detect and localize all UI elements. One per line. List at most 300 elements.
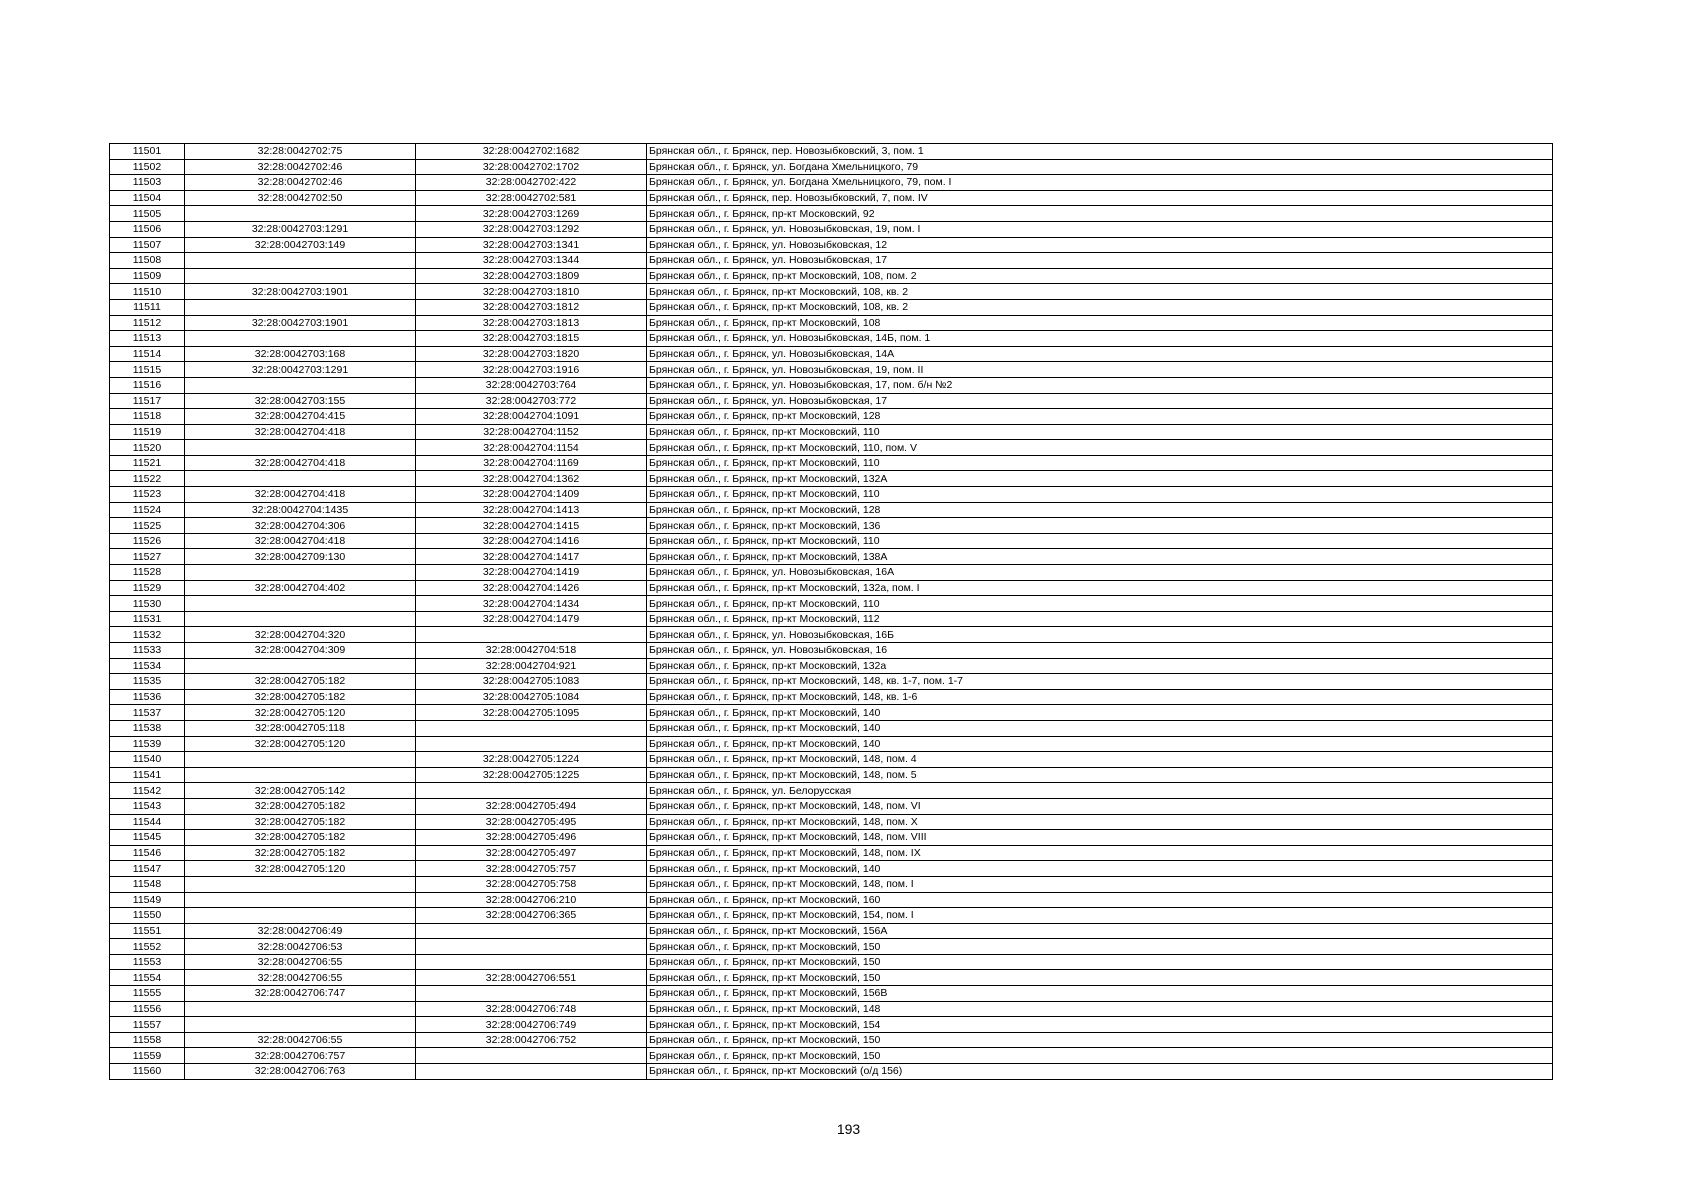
cadastral-number-cell: 32:28:0042705:1225: [416, 767, 647, 783]
cadastral-number-cell: [416, 783, 647, 799]
table-row: [110, 954, 1553, 970]
cadastral-number-cell: 32:28:0042706:749: [416, 1017, 647, 1033]
address-cell: Брянская обл., г. Брянск, пр-кт Московский, 138А: [647, 549, 1553, 565]
row-number-cell: 11519: [110, 424, 185, 440]
cadastral-number-cell: 32:28:0042703:1820: [416, 346, 647, 362]
address-cell: Брянская обл., г. Брянск, пр-кт Московский, 154: [647, 1017, 1553, 1033]
table-row: [110, 299, 1553, 315]
row-number-cell: 11552: [110, 939, 185, 955]
cadastral-number-cell: [416, 923, 647, 939]
address-cell: Брянская обл., г. Брянск, пр-кт Московский, 140: [647, 720, 1553, 736]
row-number-cell: 11528: [110, 565, 185, 581]
cadastral-parent-cell: [185, 253, 416, 269]
cadastral-parent-cell: 32:28:0042702:46: [185, 159, 416, 175]
cadastral-parent-cell: 32:28:0042706:53: [185, 939, 416, 955]
table-row: [110, 705, 1553, 721]
table-row: [110, 876, 1553, 892]
row-number-cell: 11543: [110, 798, 185, 814]
cadastral-number-cell: 32:28:0042705:497: [416, 845, 647, 861]
address-cell: Брянская обл., г. Брянск, ул. Новозыбковская, 17, пом. б/н №2: [647, 377, 1553, 393]
cadastral-number-cell: [416, 720, 647, 736]
row-number-cell: 11521: [110, 455, 185, 471]
cadastral-number-cell: 32:28:0042702:1682: [416, 144, 647, 160]
row-number-cell: 11502: [110, 159, 185, 175]
cadastral-number-cell: 32:28:0042703:1916: [416, 362, 647, 378]
cadastral-parent-cell: 32:28:0042705:182: [185, 689, 416, 705]
address-cell: Брянская обл., г. Брянск, пр-кт Московский, 148, кв. 1-6: [647, 689, 1553, 705]
table-row: [110, 533, 1553, 549]
cadastral-number-cell: 32:28:0042703:1810: [416, 284, 647, 300]
table-row: [110, 362, 1553, 378]
cadastral-parent-cell: 32:28:0042706:55: [185, 954, 416, 970]
row-number-cell: 11529: [110, 580, 185, 596]
cadastral-parent-cell: 32:28:0042706:747: [185, 986, 416, 1002]
address-cell: Брянская обл., г. Брянск, пр-кт Московский, 108: [647, 315, 1553, 331]
table-row: [110, 752, 1553, 768]
cadastral-number-cell: [416, 1064, 647, 1080]
cadastral-parent-cell: 32:28:0042705:182: [185, 674, 416, 690]
cadastral-parent-cell: 32:28:0042704:306: [185, 518, 416, 534]
table-row: [110, 331, 1553, 347]
cadastral-parent-cell: 32:28:0042703:1291: [185, 362, 416, 378]
registry-table: [109, 143, 1553, 1080]
table-row: [110, 518, 1553, 534]
table-row: [110, 221, 1553, 237]
cadastral-number-cell: 32:28:0042705:1083: [416, 674, 647, 690]
cadastral-number-cell: 32:28:0042706:551: [416, 970, 647, 986]
cadastral-number-cell: 32:28:0042704:1417: [416, 549, 647, 565]
row-number-cell: 11501: [110, 144, 185, 160]
cadastral-parent-cell: 32:28:0042704:418: [185, 424, 416, 440]
address-cell: Брянская обл., г. Брянск, пр-кт Московский, 148, пом. IX: [647, 845, 1553, 861]
table-row: [110, 658, 1553, 674]
table-row: [110, 908, 1553, 924]
cadastral-parent-cell: 32:28:0042706:757: [185, 1048, 416, 1064]
cadastral-number-cell: 32:28:0042704:1154: [416, 440, 647, 456]
address-cell: Брянская обл., г. Брянск, ул. Новозыбковская, 19, пом. II: [647, 362, 1553, 378]
row-number-cell: 11531: [110, 611, 185, 627]
cadastral-number-cell: 32:28:0042705:1084: [416, 689, 647, 705]
cadastral-parent-cell: 32:28:0042705:120: [185, 861, 416, 877]
cadastral-number-cell: 32:28:0042706:748: [416, 1001, 647, 1017]
cadastral-parent-cell: 32:28:0042705:142: [185, 783, 416, 799]
cadastral-number-cell: 32:28:0042705:495: [416, 814, 647, 830]
cadastral-number-cell: 32:28:0042704:1413: [416, 502, 647, 518]
cadastral-parent-cell: 32:28:0042704:1435: [185, 502, 416, 518]
table-row: [110, 144, 1553, 160]
address-cell: Брянская обл., г. Брянск, пр-кт Московский, 150: [647, 1048, 1553, 1064]
row-number-cell: 11537: [110, 705, 185, 721]
table-row: [110, 409, 1553, 425]
table-row: [110, 767, 1553, 783]
cadastral-parent-cell: [185, 471, 416, 487]
table-row: [110, 206, 1553, 222]
row-number-cell: 11539: [110, 736, 185, 752]
row-number-cell: 11506: [110, 221, 185, 237]
table-row: [110, 487, 1553, 503]
cadastral-number-cell: 32:28:0042704:1419: [416, 565, 647, 581]
address-cell: Брянская обл., г. Брянск, ул. Новозыбковская, 16: [647, 643, 1553, 659]
address-cell: Брянская обл., г. Брянск, пр-кт Московский, 112: [647, 611, 1553, 627]
address-cell: Брянская обл., г. Брянск, пр-кт Московский, 132а, пом. I: [647, 580, 1553, 596]
row-number-cell: 11526: [110, 533, 185, 549]
cadastral-number-cell: 32:28:0042702:1702: [416, 159, 647, 175]
address-cell: Брянская обл., г. Брянск, пр-кт Московский, 110: [647, 455, 1553, 471]
address-cell: Брянская обл., г. Брянск, пр-кт Московский, 150: [647, 970, 1553, 986]
cadastral-number-cell: 32:28:0042705:496: [416, 830, 647, 846]
row-number-cell: 11557: [110, 1017, 185, 1033]
cadastral-parent-cell: [185, 892, 416, 908]
table-row: [110, 455, 1553, 471]
table-row: [110, 1001, 1553, 1017]
cadastral-number-cell: 32:28:0042704:518: [416, 643, 647, 659]
cadastral-number-cell: 32:28:0042703:1269: [416, 206, 647, 222]
row-number-cell: 11530: [110, 596, 185, 612]
row-number-cell: 11533: [110, 643, 185, 659]
cadastral-parent-cell: [185, 658, 416, 674]
table-row: [110, 159, 1553, 175]
cadastral-number-cell: 32:28:0042705:758: [416, 876, 647, 892]
table-row: [110, 393, 1553, 409]
row-number-cell: 11505: [110, 206, 185, 222]
address-cell: Брянская обл., г. Брянск, пр-кт Московский, 108, пом. 2: [647, 268, 1553, 284]
address-cell: Брянская обл., г. Брянск, пр-кт Московский, 148, пом. 4: [647, 752, 1553, 768]
row-number-cell: 11536: [110, 689, 185, 705]
cadastral-parent-cell: [185, 1017, 416, 1033]
cadastral-number-cell: 32:28:0042705:494: [416, 798, 647, 814]
table-row: [110, 830, 1553, 846]
registry-table-body: [110, 144, 1553, 1080]
table-row: [110, 253, 1553, 269]
table-row: [110, 175, 1553, 191]
cadastral-parent-cell: 32:28:0042705:120: [185, 705, 416, 721]
address-cell: Брянская обл., г. Брянск, пр-кт Московский, 108, кв. 2: [647, 299, 1553, 315]
cadastral-number-cell: 32:28:0042706:210: [416, 892, 647, 908]
table-row: [110, 502, 1553, 518]
cadastral-parent-cell: [185, 440, 416, 456]
row-number-cell: 11546: [110, 845, 185, 861]
cadastral-parent-cell: 32:28:0042705:182: [185, 830, 416, 846]
table-row: [110, 268, 1553, 284]
row-number-cell: 11518: [110, 409, 185, 425]
row-number-cell: 11513: [110, 331, 185, 347]
cadastral-number-cell: 32:28:0042703:1815: [416, 331, 647, 347]
cadastral-number-cell: 32:28:0042705:1224: [416, 752, 647, 768]
cadastral-number-cell: 32:28:0042703:1813: [416, 315, 647, 331]
address-cell: Брянская обл., г. Брянск, пр-кт Московский, 148, пом. X: [647, 814, 1553, 830]
row-number-cell: 11558: [110, 1032, 185, 1048]
address-cell: Брянская обл., г. Брянск, ул. Новозыбковская, 17: [647, 253, 1553, 269]
address-cell: Брянская обл., г. Брянск, пр-кт Московский, 160: [647, 892, 1553, 908]
cadastral-parent-cell: [185, 767, 416, 783]
address-cell: Брянская обл., г. Брянск, пр-кт Московский, 132А: [647, 471, 1553, 487]
cadastral-parent-cell: 32:28:0042706:763: [185, 1064, 416, 1080]
table-row: [110, 377, 1553, 393]
row-number-cell: 11517: [110, 393, 185, 409]
cadastral-number-cell: 32:28:0042704:921: [416, 658, 647, 674]
cadastral-parent-cell: 32:28:0042704:402: [185, 580, 416, 596]
row-number-cell: 11512: [110, 315, 185, 331]
table-row: [110, 565, 1553, 581]
row-number-cell: 11549: [110, 892, 185, 908]
row-number-cell: 11550: [110, 908, 185, 924]
cadastral-number-cell: [416, 986, 647, 1002]
address-cell: Брянская обл., г. Брянск, ул. Новозыбковская, 14Б, пом. 1: [647, 331, 1553, 347]
row-number-cell: 11514: [110, 346, 185, 362]
row-number-cell: 11541: [110, 767, 185, 783]
table-row: [110, 549, 1553, 565]
cadastral-number-cell: 32:28:0042703:772: [416, 393, 647, 409]
row-number-cell: 11515: [110, 362, 185, 378]
cadastral-number-cell: 32:28:0042704:1479: [416, 611, 647, 627]
cadastral-parent-cell: [185, 908, 416, 924]
cadastral-number-cell: [416, 627, 647, 643]
cadastral-parent-cell: [185, 268, 416, 284]
row-number-cell: 11523: [110, 487, 185, 503]
cadastral-parent-cell: 32:28:0042703:1901: [185, 315, 416, 331]
address-cell: Брянская обл., г. Брянск, пр-кт Московский, 128: [647, 502, 1553, 518]
table-row: [110, 736, 1553, 752]
address-cell: Брянская обл., г. Брянск, ул. Богдана Хмельницкого, 79: [647, 159, 1553, 175]
cadastral-parent-cell: [185, 299, 416, 315]
cadastral-number-cell: 32:28:0042704:1416: [416, 533, 647, 549]
page-number: 193: [836, 1121, 861, 1137]
cadastral-parent-cell: [185, 611, 416, 627]
cadastral-parent-cell: 32:28:0042704:320: [185, 627, 416, 643]
cadastral-number-cell: 32:28:0042704:1362: [416, 471, 647, 487]
table-row: [110, 237, 1553, 253]
table-row: [110, 674, 1553, 690]
row-number-cell: 11547: [110, 861, 185, 877]
table-row: [110, 783, 1553, 799]
cadastral-number-cell: 32:28:0042705:757: [416, 861, 647, 877]
cadastral-parent-cell: [185, 876, 416, 892]
cadastral-parent-cell: 32:28:0042706:49: [185, 923, 416, 939]
cadastral-parent-cell: 32:28:0042704:418: [185, 487, 416, 503]
address-cell: Брянская обл., г. Брянск, ул. Новозыбковская, 14А: [647, 346, 1553, 362]
cadastral-number-cell: 32:28:0042702:581: [416, 190, 647, 206]
address-cell: Брянская обл., г. Брянск, пр-кт Московский, 108, кв. 2: [647, 284, 1553, 300]
table-row: [110, 892, 1553, 908]
table-row: [110, 346, 1553, 362]
table-row: [110, 939, 1553, 955]
address-cell: Брянская обл., г. Брянск, пр-кт Московский, 156В: [647, 986, 1553, 1002]
cadastral-parent-cell: 32:28:0042706:55: [185, 1032, 416, 1048]
cadastral-parent-cell: [185, 331, 416, 347]
cadastral-parent-cell: [185, 565, 416, 581]
cadastral-parent-cell: 32:28:0042705:118: [185, 720, 416, 736]
row-number-cell: 11524: [110, 502, 185, 518]
cadastral-number-cell: 32:28:0042704:1415: [416, 518, 647, 534]
address-cell: Брянская обл., г. Брянск, пр-кт Московский, 148, пом. VI: [647, 798, 1553, 814]
table-row: [110, 284, 1553, 300]
table-row: [110, 1048, 1553, 1064]
row-number-cell: 11545: [110, 830, 185, 846]
row-number-cell: 11556: [110, 1001, 185, 1017]
address-cell: Брянская обл., г. Брянск, ул. Белорусская: [647, 783, 1553, 799]
address-cell: Брянская обл., г. Брянск, пр-кт Московский, 150: [647, 1032, 1553, 1048]
cadastral-parent-cell: 32:28:0042702:50: [185, 190, 416, 206]
address-cell: Брянская обл., г. Брянск, пер. Новозыбковский, 7, пом. IV: [647, 190, 1553, 206]
table-row: [110, 611, 1553, 627]
cadastral-parent-cell: 32:28:0042704:418: [185, 533, 416, 549]
row-number-cell: 11560: [110, 1064, 185, 1080]
row-number-cell: 11532: [110, 627, 185, 643]
table-row: [110, 923, 1553, 939]
table-row: [110, 440, 1553, 456]
row-number-cell: 11504: [110, 190, 185, 206]
cadastral-number-cell: [416, 1048, 647, 1064]
cadastral-number-cell: 32:28:0042704:1152: [416, 424, 647, 440]
cadastral-number-cell: [416, 954, 647, 970]
cadastral-parent-cell: 32:28:0042703:149: [185, 237, 416, 253]
table-row: [110, 471, 1553, 487]
cadastral-number-cell: 32:28:0042703:1292: [416, 221, 647, 237]
address-cell: Брянская обл., г. Брянск, пр-кт Московский, 148, пом. 5: [647, 767, 1553, 783]
cadastral-parent-cell: 32:28:0042703:155: [185, 393, 416, 409]
row-number-cell: 11525: [110, 518, 185, 534]
address-cell: Брянская обл., г. Брянск, ул. Новозыбковская, 12: [647, 237, 1553, 253]
row-number-cell: 11522: [110, 471, 185, 487]
cadastral-number-cell: 32:28:0042703:1812: [416, 299, 647, 315]
address-cell: Брянская обл., г. Брянск, пер. Новозыбковский, 3, пом. 1: [647, 144, 1553, 160]
address-cell: Брянская обл., г. Брянск, пр-кт Московский, 128: [647, 409, 1553, 425]
cadastral-number-cell: 32:28:0042704:1434: [416, 596, 647, 612]
cadastral-number-cell: 32:28:0042702:422: [416, 175, 647, 191]
address-cell: Брянская обл., г. Брянск, пр-кт Московский, 132а: [647, 658, 1553, 674]
row-number-cell: 11553: [110, 954, 185, 970]
cadastral-parent-cell: [185, 206, 416, 222]
cadastral-number-cell: 32:28:0042703:1809: [416, 268, 647, 284]
cadastral-parent-cell: 32:28:0042705:120: [185, 736, 416, 752]
cadastral-number-cell: 32:28:0042703:1344: [416, 253, 647, 269]
table-row: [110, 970, 1553, 986]
cadastral-number-cell: 32:28:0042704:1169: [416, 455, 647, 471]
row-number-cell: 11554: [110, 970, 185, 986]
address-cell: Брянская обл., г. Брянск, пр-кт Московский, 156А: [647, 923, 1553, 939]
cadastral-parent-cell: [185, 1001, 416, 1017]
cadastral-number-cell: 32:28:0042705:1095: [416, 705, 647, 721]
cadastral-parent-cell: 32:28:0042703:1901: [185, 284, 416, 300]
table-row: [110, 798, 1553, 814]
row-number-cell: 11509: [110, 268, 185, 284]
address-cell: Брянская обл., г. Брянск, пр-кт Московский, 140: [647, 705, 1553, 721]
row-number-cell: 11551: [110, 923, 185, 939]
cadastral-parent-cell: 32:28:0042704:309: [185, 643, 416, 659]
table-row: [110, 643, 1553, 659]
cadastral-parent-cell: 32:28:0042702:75: [185, 144, 416, 160]
address-cell: Брянская обл., г. Брянск, пр-кт Московский, 150: [647, 954, 1553, 970]
address-cell: Брянская обл., г. Брянск, пр-кт Московский, 110, пом. V: [647, 440, 1553, 456]
address-cell: Брянская обл., г. Брянск, пр-кт Московский, 136: [647, 518, 1553, 534]
cadastral-parent-cell: 32:28:0042704:415: [185, 409, 416, 425]
cadastral-number-cell: [416, 736, 647, 752]
row-number-cell: 11510: [110, 284, 185, 300]
address-cell: Брянская обл., г. Брянск, пр-кт Московский, 140: [647, 736, 1553, 752]
cadastral-parent-cell: 32:28:0042704:418: [185, 455, 416, 471]
table-row: [110, 720, 1553, 736]
cadastral-number-cell: 32:28:0042704:1409: [416, 487, 647, 503]
cadastral-number-cell: 32:28:0042706:752: [416, 1032, 647, 1048]
table-row: [110, 986, 1553, 1002]
row-number-cell: 11559: [110, 1048, 185, 1064]
row-number-cell: 11538: [110, 720, 185, 736]
row-number-cell: 11511: [110, 299, 185, 315]
row-number-cell: 11534: [110, 658, 185, 674]
address-cell: Брянская обл., г. Брянск, пр-кт Московский, 110: [647, 424, 1553, 440]
cadastral-number-cell: [416, 939, 647, 955]
table-row: [110, 1017, 1553, 1033]
table-row: [110, 861, 1553, 877]
table-row: [110, 315, 1553, 331]
cadastral-parent-cell: 32:28:0042709:130: [185, 549, 416, 565]
cadastral-number-cell: 32:28:0042706:365: [416, 908, 647, 924]
table-row: [110, 580, 1553, 596]
cadastral-parent-cell: 32:28:0042705:182: [185, 798, 416, 814]
cadastral-number-cell: 32:28:0042703:764: [416, 377, 647, 393]
address-cell: Брянская обл., г. Брянск, пр-кт Московский, 150: [647, 939, 1553, 955]
address-cell: Брянская обл., г. Брянск, пр-кт Московский, 148, кв. 1-7, пом. 1-7: [647, 674, 1553, 690]
address-cell: Брянская обл., г. Брянск, пр-кт Московский, 154, пом. I: [647, 908, 1553, 924]
address-cell: Брянская обл., г. Брянск, ул. Новозыбковская, 19, пом. I: [647, 221, 1553, 237]
address-cell: Брянская обл., г. Брянск, пр-кт Московский, 148, пом. I: [647, 876, 1553, 892]
cadastral-parent-cell: 32:28:0042703:1291: [185, 221, 416, 237]
address-cell: Брянская обл., г. Брянск, ул. Новозыбковская, 16Б: [647, 627, 1553, 643]
row-number-cell: 11535: [110, 674, 185, 690]
address-cell: Брянская обл., г. Брянск, пр-кт Московский, 92: [647, 206, 1553, 222]
table-row: [110, 814, 1553, 830]
cadastral-parent-cell: 32:28:0042702:46: [185, 175, 416, 191]
row-number-cell: 11527: [110, 549, 185, 565]
cadastral-number-cell: 32:28:0042703:1341: [416, 237, 647, 253]
cadastral-parent-cell: [185, 752, 416, 768]
row-number-cell: 11507: [110, 237, 185, 253]
address-cell: Брянская обл., г. Брянск, пр-кт Московский, 140: [647, 861, 1553, 877]
address-cell: Брянская обл., г. Брянск, пр-кт Московский (о/д 156): [647, 1064, 1553, 1080]
table-row: [110, 596, 1553, 612]
cadastral-parent-cell: [185, 596, 416, 612]
row-number-cell: 11516: [110, 377, 185, 393]
cadastral-parent-cell: 32:28:0042706:55: [185, 970, 416, 986]
table-row: [110, 1064, 1553, 1080]
row-number-cell: 11548: [110, 876, 185, 892]
address-cell: Брянская обл., г. Брянск, ул. Богдана Хмельницкого, 79, пом. I: [647, 175, 1553, 191]
cadastral-number-cell: 32:28:0042704:1426: [416, 580, 647, 596]
table-row: [110, 190, 1553, 206]
cadastral-parent-cell: 32:28:0042705:182: [185, 814, 416, 830]
row-number-cell: 11503: [110, 175, 185, 191]
address-cell: Брянская обл., г. Брянск, пр-кт Московский, 148: [647, 1001, 1553, 1017]
cadastral-parent-cell: [185, 377, 416, 393]
table-row: [110, 689, 1553, 705]
row-number-cell: 11508: [110, 253, 185, 269]
row-number-cell: 11555: [110, 986, 185, 1002]
table-row: [110, 627, 1553, 643]
table-row: [110, 424, 1553, 440]
row-number-cell: 11542: [110, 783, 185, 799]
address-cell: Брянская обл., г. Брянск, ул. Новозыбковская, 16А: [647, 565, 1553, 581]
address-cell: Брянская обл., г. Брянск, пр-кт Московский, 110: [647, 533, 1553, 549]
row-number-cell: 11520: [110, 440, 185, 456]
row-number-cell: 11540: [110, 752, 185, 768]
address-cell: Брянская обл., г. Брянск, пр-кт Московский, 110: [647, 596, 1553, 612]
address-cell: Брянская обл., г. Брянск, ул. Новозыбковская, 17: [647, 393, 1553, 409]
address-cell: Брянская обл., г. Брянск, пр-кт Московский, 110: [647, 487, 1553, 503]
row-number-cell: 11544: [110, 814, 185, 830]
cadastral-number-cell: 32:28:0042704:1091: [416, 409, 647, 425]
address-cell: Брянская обл., г. Брянск, пр-кт Московский, 148, пом. VIII: [647, 830, 1553, 846]
table-row: [110, 1032, 1553, 1048]
